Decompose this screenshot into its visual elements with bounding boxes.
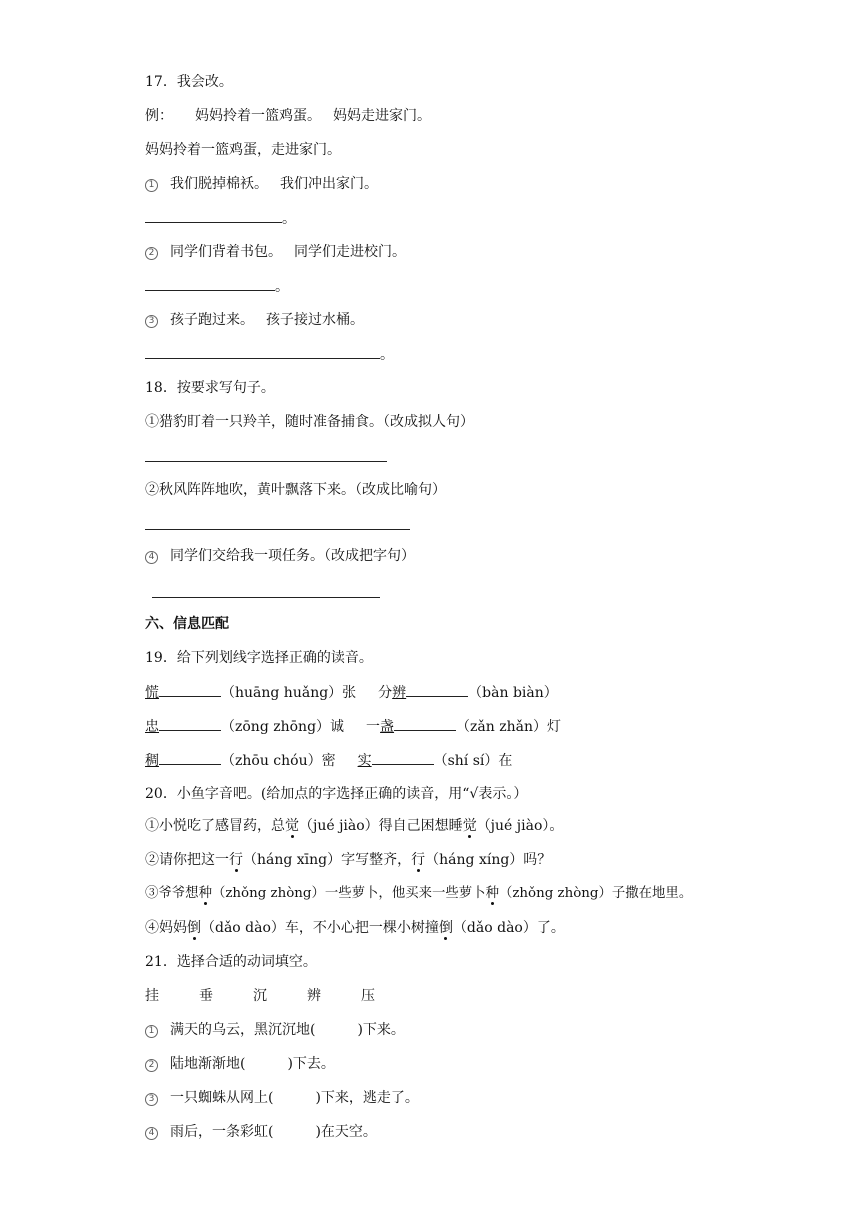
answer-blank[interactable] [145,344,380,359]
answer-blank[interactable] [406,682,468,697]
underlined-char: 忠 [145,719,159,735]
q21-title: 21．选择合适的动词填空。 [145,954,317,970]
example-sentence-1: 妈妈拎着一篮鸡蛋。 [195,108,321,124]
text-segment: )下来。 [357,1022,405,1038]
q17-item-3 [145,310,364,330]
word-prefix: 一 [366,719,381,735]
text-segment: 雨后，一条彩虹( [170,1124,274,1140]
item-sentence-2: 孩子接过水桶。 [266,312,364,328]
circled-number: 3 [145,315,158,328]
pinyin-options: （zhōu chóu）密 [221,753,336,769]
text-segment: ④妈妈 [145,920,187,936]
dotted-char: 觉 [285,818,299,834]
circled-number: 1 [145,179,158,192]
answer-blank[interactable] [145,208,282,223]
underlined-char: 实 [357,753,372,769]
text-segment: （dǎo dào）了。 [452,920,565,936]
item-sentence-2: 同学们走进校门。 [294,244,406,260]
pinyin-options: （huāng huǎng）张 [221,685,357,701]
item-sentence-2: 我们冲出家门。 [280,176,378,192]
underlined-char: 盏 [380,719,395,735]
q17-item-2 [145,242,406,262]
text-segment: )下去。 [287,1056,335,1072]
word-prefix: 分 [378,685,393,701]
circled-number: 4 [145,551,158,564]
text-segment: ②请你把这一 [145,852,229,868]
text-segment: （háng xíng）吗？ [425,852,552,868]
period: 。 [380,347,394,363]
dotted-char: 觉 [462,818,477,834]
text-segment: （zhǒng zhòng）子撒在地里。 [498,886,693,901]
answer-blank[interactable] [159,682,221,697]
section-6-heading: 六、信息匹配 [145,616,229,632]
q21-item-3 [145,1088,419,1108]
q18-answer-line-2[interactable] [145,529,410,530]
answer-blank[interactable] [372,750,434,765]
q18-item-3 [145,546,415,566]
period: 。 [275,279,289,295]
q21-item-4 [145,1122,377,1142]
circled-number: 4 [145,1127,158,1140]
dotted-char: 倒 [438,920,453,936]
word-option: 辨 [307,988,321,1004]
q17-item-1 [145,174,378,194]
dotted-char: 行 [229,852,243,868]
q18-item-2: ②秋风阵阵地吹，黄叶飘落下来。（改成比喻句） [145,482,446,498]
circled-number: 2 [145,247,158,260]
q19-row-3 [145,750,512,771]
q20-title: 20．小鱼字音吧。(给加点的字选择正确的读音，用“√表示。） [145,786,528,802]
item-sentence-1: 同学们背着书包。 [170,244,282,260]
word-option: 垂 [199,988,213,1004]
q18-answer-line-1[interactable] [145,461,387,462]
text-segment: ①小悦吃了感冒药，总 [145,818,285,834]
example-sentence-2: 妈妈走进家门。 [333,108,431,124]
underlined-char: 辨 [392,685,407,701]
text-segment: )下来，逃走了。 [315,1090,419,1106]
text-segment: ③爷爷想 [145,886,199,901]
period: 。 [282,211,296,227]
q17-example [145,106,431,126]
word-option: 沉 [253,988,267,1004]
circled-number: 3 [145,1093,158,1106]
word-option: 挂 [145,988,159,1004]
text-segment: 陆地渐渐地( [170,1056,246,1072]
text-segment: 满天的乌云，黑沉沉地( [170,1022,316,1038]
q20-line-4 [145,918,565,938]
q18-title: 18．按要求写句子。 [145,380,275,396]
text-segment: )在天空。 [315,1124,377,1140]
underlined-char: 慌 [145,685,159,701]
word-option: 压 [361,988,375,1004]
q20-line-1 [145,816,563,836]
pinyin-options: （zōng zhōng）诚 [221,719,345,735]
text-segment: 一只蜘蛛从网上( [170,1090,274,1106]
item-text: 同学们交给我一项任务。（改成把字句） [170,548,415,564]
dotted-char: 行 [411,852,426,868]
item-sentence-1: 我们脱掉棉袄。 [170,176,268,192]
answer-blank[interactable] [159,716,221,731]
underlined-char: 稠 [145,753,159,769]
circled-number: 1 [145,1025,158,1038]
q21-item-1 [145,1020,405,1040]
q18-item-1: ①猎豹盯着一只羚羊，随时准备捕食。（改成拟人句） [145,414,474,430]
q19-row-1 [145,682,558,703]
pinyin-options: （shí sí）在 [433,753,513,769]
text-segment: （dǎo dào）车，不小心把一棵小树撞 [201,920,439,936]
text-segment: （jué jiào）得自己困想睡 [299,818,463,834]
q20-line-2 [145,850,551,870]
q17-example-answer: 妈妈拎着一篮鸡蛋，走进家门。 [145,142,341,158]
circled-number: 2 [145,1059,158,1072]
text-segment: （jué jiào）。 [476,818,564,834]
answer-blank[interactable] [159,750,221,765]
example-label: 例： [145,108,173,124]
answer-blank[interactable] [394,716,456,731]
q21-word-bank [145,986,375,1006]
q17-answer-line-1[interactable] [145,208,296,229]
item-sentence-1: 孩子跑过来。 [170,312,254,328]
text-segment: （háng xīng）字写整齐， [243,852,412,868]
q20-line-3 [145,884,692,904]
answer-blank[interactable] [145,276,275,291]
q17-answer-line-2[interactable] [145,276,289,297]
pinyin-options: （bàn biàn） [468,685,558,701]
q17-answer-line-3[interactable] [145,344,394,365]
q19-row-2 [145,716,561,737]
dotted-char: 种 [485,886,499,901]
q18-answer-line-3[interactable] [152,597,380,598]
q21-item-2 [145,1054,335,1074]
pinyin-options: （zǎn zhǎn）灯 [456,719,561,735]
dotted-char: 种 [198,886,212,901]
text-segment: （zhǒng zhòng）一些萝卜，他买来一些萝卜 [211,886,486,901]
dotted-char: 倒 [187,920,201,936]
q19-title: 19．给下列划线字选择正确的读音。 [145,650,373,666]
q17-title: 17．我会改。 [145,74,233,90]
